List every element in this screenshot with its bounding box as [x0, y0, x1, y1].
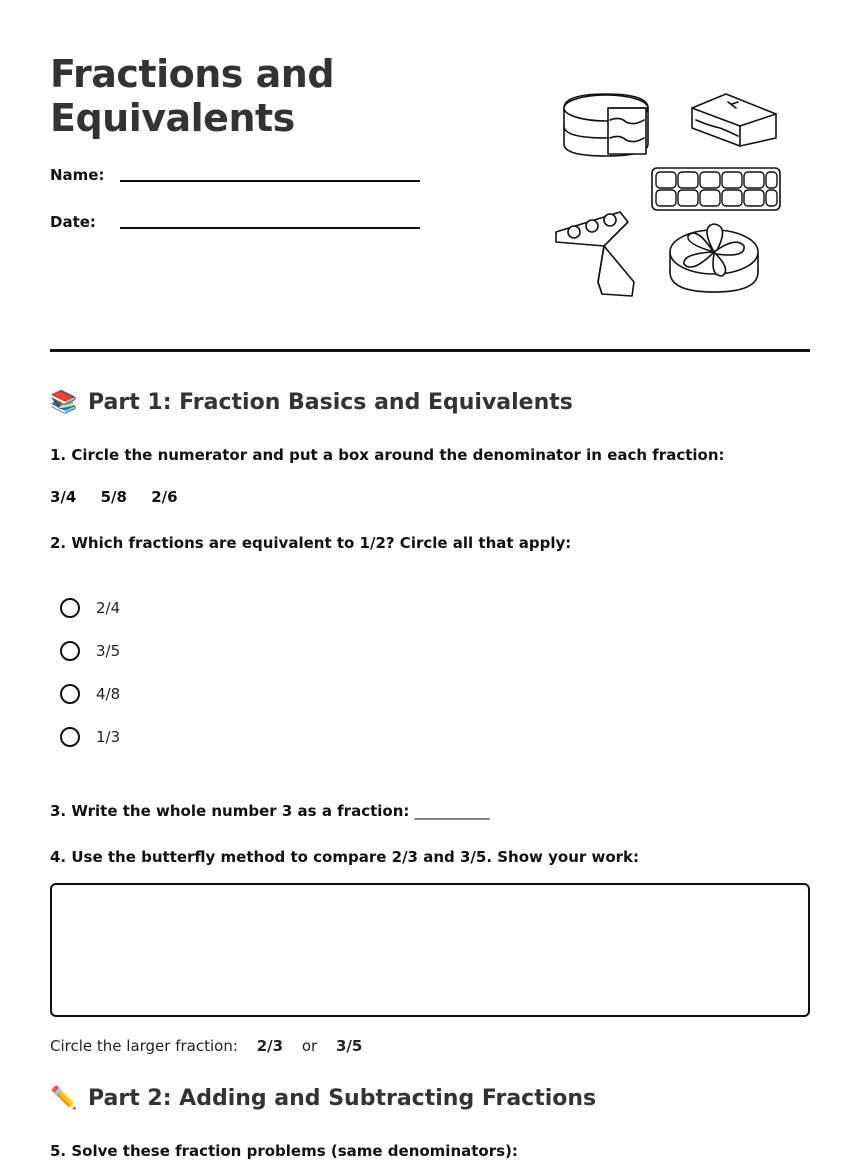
part-2-heading: [50, 1086, 596, 1111]
compare-or: or: [301, 1037, 318, 1055]
q2-option[interactable]: [60, 684, 120, 704]
radio-circle-icon[interactable]: [60, 598, 80, 618]
q2-option-label: 1/3: [96, 728, 121, 746]
name-line[interactable]: [120, 180, 420, 182]
question-3-text: 3. Write the whole number 3 as a fraction:: [50, 802, 410, 820]
q2-option-label: 4/8: [96, 685, 121, 703]
question-1: 1. Circle the numerator and put a box around the denominator in each fraction:: [50, 446, 725, 464]
compare-label: Circle the larger fraction:: [50, 1037, 238, 1055]
title-line-2: Equivalents: [50, 96, 295, 140]
compare-row: [50, 1037, 374, 1055]
compare-option-b[interactable]: 3/5: [335, 1037, 363, 1055]
radio-circle-icon[interactable]: [60, 641, 80, 661]
q2-option[interactable]: [60, 641, 120, 661]
name-label: Name:: [50, 166, 105, 184]
q3-answer-blank[interactable]: __________: [414, 802, 490, 820]
work-area-box[interactable]: [50, 883, 810, 1017]
q2-option-label: 2/4: [96, 599, 121, 617]
books-icon: 📚: [50, 390, 78, 415]
pencil-icon: ✏️: [50, 1086, 78, 1111]
date-label: Date:: [50, 213, 96, 231]
cake-slice-icon: [692, 94, 776, 146]
q1-fractions: [50, 488, 197, 506]
flower-tart-icon: [670, 224, 758, 292]
part-1-heading-text: Part 1: Fraction Basics and Equivalents: [88, 390, 573, 415]
header-divider: [50, 349, 810, 352]
part-2-heading-text: Part 2: Adding and Subtracting Fractions: [88, 1086, 597, 1111]
part-1-heading: [50, 390, 573, 415]
question-4: 4. Use the butterfly method to compare 2/3 and 3/5. Show your work:: [50, 848, 640, 866]
radio-circle-icon[interactable]: [60, 727, 80, 747]
question-2: 2. Which fractions are equivalent to 1/2? Circle all that apply:: [50, 534, 572, 552]
pie-slice-icon: [556, 212, 634, 296]
desserts-illustration: [550, 86, 790, 306]
question-5: 5. Solve these fraction problems (same denominators):: [50, 1142, 518, 1160]
fraction-item[interactable]: 5/8: [100, 488, 127, 506]
q2-option-label: 3/5: [96, 642, 121, 660]
layer-cake-icon: [564, 94, 648, 156]
q2-option[interactable]: [60, 727, 120, 747]
worksheet-title: [50, 52, 334, 140]
date-line[interactable]: [120, 227, 420, 229]
question-3: [50, 802, 490, 820]
fraction-item[interactable]: 3/4: [50, 488, 77, 506]
name-field: [50, 166, 120, 184]
radio-circle-icon[interactable]: [60, 684, 80, 704]
title-line-1: Fractions and: [50, 52, 335, 96]
compare-option-a[interactable]: 2/3: [256, 1037, 284, 1055]
date-field: [50, 213, 120, 231]
q2-option[interactable]: [60, 598, 120, 618]
chocolate-bar-icon: [652, 168, 780, 210]
fraction-item[interactable]: 2/6: [151, 488, 178, 506]
